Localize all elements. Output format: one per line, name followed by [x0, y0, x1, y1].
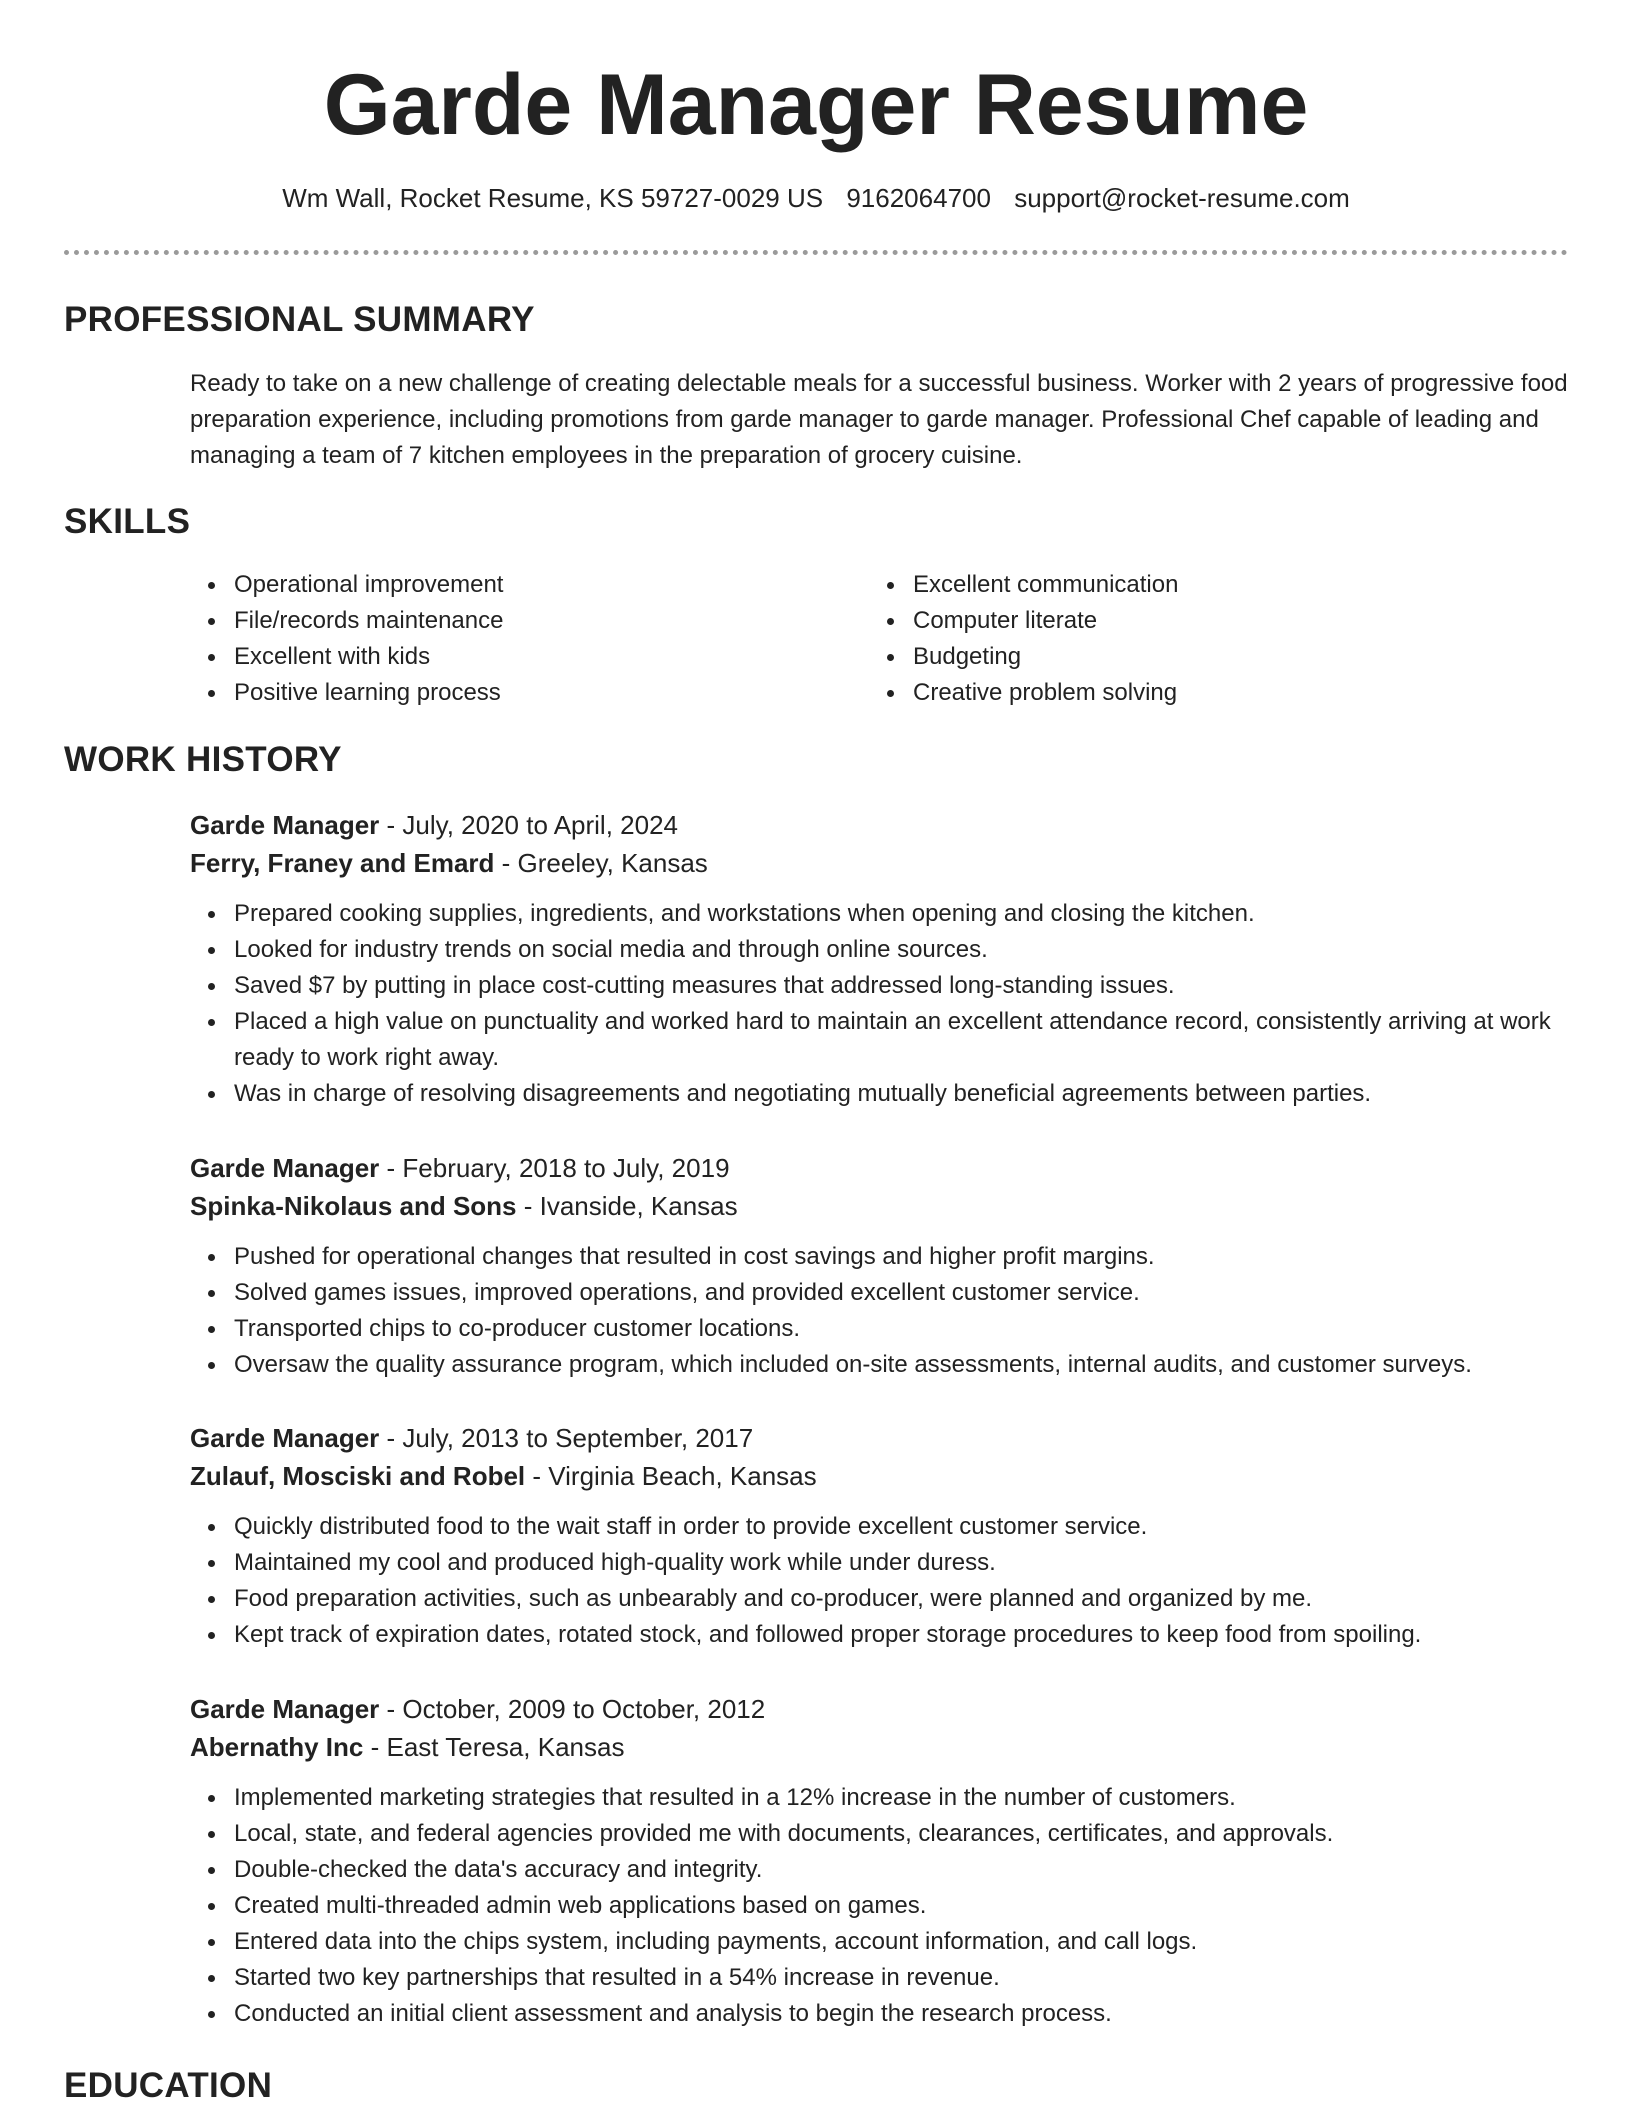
- skill-item: Excellent communication: [869, 567, 1489, 603]
- job-location: - Ivanside, Kansas: [516, 1191, 738, 1221]
- job-bullet: Solved games issues, improved operations, and provided excellent customer service.: [190, 1275, 1568, 1311]
- job-location: - Virginia Beach, Kansas: [525, 1461, 817, 1491]
- summary-text: Ready to take on a new challenge of creating delectable meals for a successful business. Worker with 2 years of progressive food preparation experience, including promotions from garde manager to garde manager. Professional Chef capable of leading and managing a team of 7 kitchen employees in the preparation of grocery cuisine.: [190, 370, 1568, 469]
- job-company-line: [190, 844, 1568, 882]
- job-bullet: Maintained my cool and produced high-quality work while under duress.: [190, 1545, 1568, 1581]
- job-bullet: Transported chips to co-producer customer locations.: [190, 1311, 1568, 1347]
- section-title-skills: SKILLS: [64, 502, 191, 541]
- skill-item: Creative problem solving: [869, 675, 1489, 711]
- section-title-education: EDUCATION: [64, 2066, 273, 2105]
- contact-line: [0, 180, 1632, 216]
- job-company-line: [190, 1457, 1568, 1495]
- contact-phone: 9162064700: [846, 183, 991, 213]
- contact-email: support@rocket-resume.com: [1014, 183, 1350, 213]
- job-bullet: Placed a high value on punctuality and worked hard to maintain an excellent attendance record, consistently arriving at work ready to work right away.: [190, 1004, 1568, 1076]
- contact-address: Wm Wall, Rocket Resume, KS 59727-0029 US: [282, 183, 824, 213]
- job-title-line: [190, 1690, 1568, 1728]
- header-divider: [64, 250, 1568, 255]
- job-company: Zulauf, Mosciski and Robel: [190, 1461, 526, 1491]
- job-bullet: Entered data into the chips system, including payments, account information, and call logs.: [190, 1924, 1568, 1960]
- job-entry: [190, 1149, 1568, 1383]
- job-dates: - July, 2013 to September, 2017: [379, 1423, 754, 1453]
- skill-item: Budgeting: [869, 639, 1489, 675]
- job-location: - Greeley, Kansas: [494, 848, 708, 878]
- job-dates: - October, 2009 to October, 2012: [379, 1694, 766, 1724]
- skill-item: Computer literate: [869, 603, 1489, 639]
- job-bullets: [190, 1509, 1568, 1653]
- job-bullet: Pushed for operational changes that resulted in cost savings and higher profit margins.: [190, 1239, 1568, 1275]
- job-company: Abernathy Inc: [190, 1732, 364, 1762]
- job-bullet: Local, state, and federal agencies provided me with documents, clearances, certificates, and approvals.: [190, 1816, 1568, 1852]
- job-entry: [190, 1419, 1568, 1653]
- job-bullet: Started two key partnerships that resulted in a 54% increase in revenue.: [190, 1960, 1568, 1996]
- job-bullet: Kept track of expiration dates, rotated stock, and followed proper storage procedures to keep food from spoiling.: [190, 1617, 1568, 1653]
- job-company-line: [190, 1728, 1568, 1766]
- job-bullet: Food preparation activities, such as unbearably and co-producer, were planned and organized by me.: [190, 1581, 1568, 1617]
- job-bullets: [190, 896, 1568, 1112]
- job-bullet: Looked for industry trends on social media and through online sources.: [190, 932, 1568, 968]
- job-bullets: [190, 1780, 1568, 2032]
- job-bullet: Was in charge of resolving disagreements and negotiating mutually beneficial agreements between parties.: [190, 1076, 1568, 1112]
- job-location: - East Teresa, Kansas: [363, 1732, 625, 1762]
- job-title-line: [190, 1419, 1568, 1457]
- skill-item: Excellent with kids: [190, 639, 810, 675]
- job-bullet: Quickly distributed food to the wait staff in order to provide excellent customer service.: [190, 1509, 1568, 1545]
- job-dates: - July, 2020 to April, 2024: [379, 810, 678, 840]
- skill-item: Positive learning process: [190, 675, 810, 711]
- section-title-summary: PROFESSIONAL SUMMARY: [64, 300, 535, 339]
- job-bullet: Implemented marketing strategies that resulted in a 12% increase in the number of customers.: [190, 1780, 1568, 1816]
- section-title-work-history: WORK HISTORY: [64, 740, 342, 779]
- skill-item: File/records maintenance: [190, 603, 810, 639]
- job-bullet: Conducted an initial client assessment and analysis to begin the research process.: [190, 1996, 1568, 2032]
- skill-item: Operational improvement: [190, 567, 810, 603]
- job-bullet: Prepared cooking supplies, ingredients, and workstations when opening and closing the kitchen.: [190, 896, 1568, 932]
- skills-list-right: [869, 567, 1489, 711]
- job-dates: - February, 2018 to July, 2019: [379, 1153, 730, 1183]
- job-title: Garde Manager: [190, 1423, 380, 1453]
- job-company-line: [190, 1187, 1568, 1225]
- job-title-line: [190, 1149, 1568, 1187]
- job-title: Garde Manager: [190, 1153, 380, 1183]
- job-bullet: Oversaw the quality assurance program, which included on-site assessments, internal audits, and customer surveys.: [190, 1347, 1568, 1383]
- job-entry: [190, 806, 1568, 1112]
- job-bullet: Double-checked the data's accuracy and integrity.: [190, 1852, 1568, 1888]
- job-title: Garde Manager: [190, 810, 380, 840]
- job-title-line: [190, 806, 1568, 844]
- job-entry: [190, 1690, 1568, 2032]
- job-bullet: Created multi-threaded admin web applications based on games.: [190, 1888, 1568, 1924]
- job-bullet: Saved $7 by putting in place cost-cutting measures that addressed long-standing issues.: [190, 968, 1568, 1004]
- skills-list-left: [190, 567, 810, 711]
- resume-title: Garde Manager Resume: [323, 57, 1309, 153]
- job-bullets: [190, 1239, 1568, 1383]
- job-company: Spinka-Nikolaus and Sons: [190, 1191, 517, 1221]
- job-company: Ferry, Franey and Emard: [190, 848, 495, 878]
- job-title: Garde Manager: [190, 1694, 380, 1724]
